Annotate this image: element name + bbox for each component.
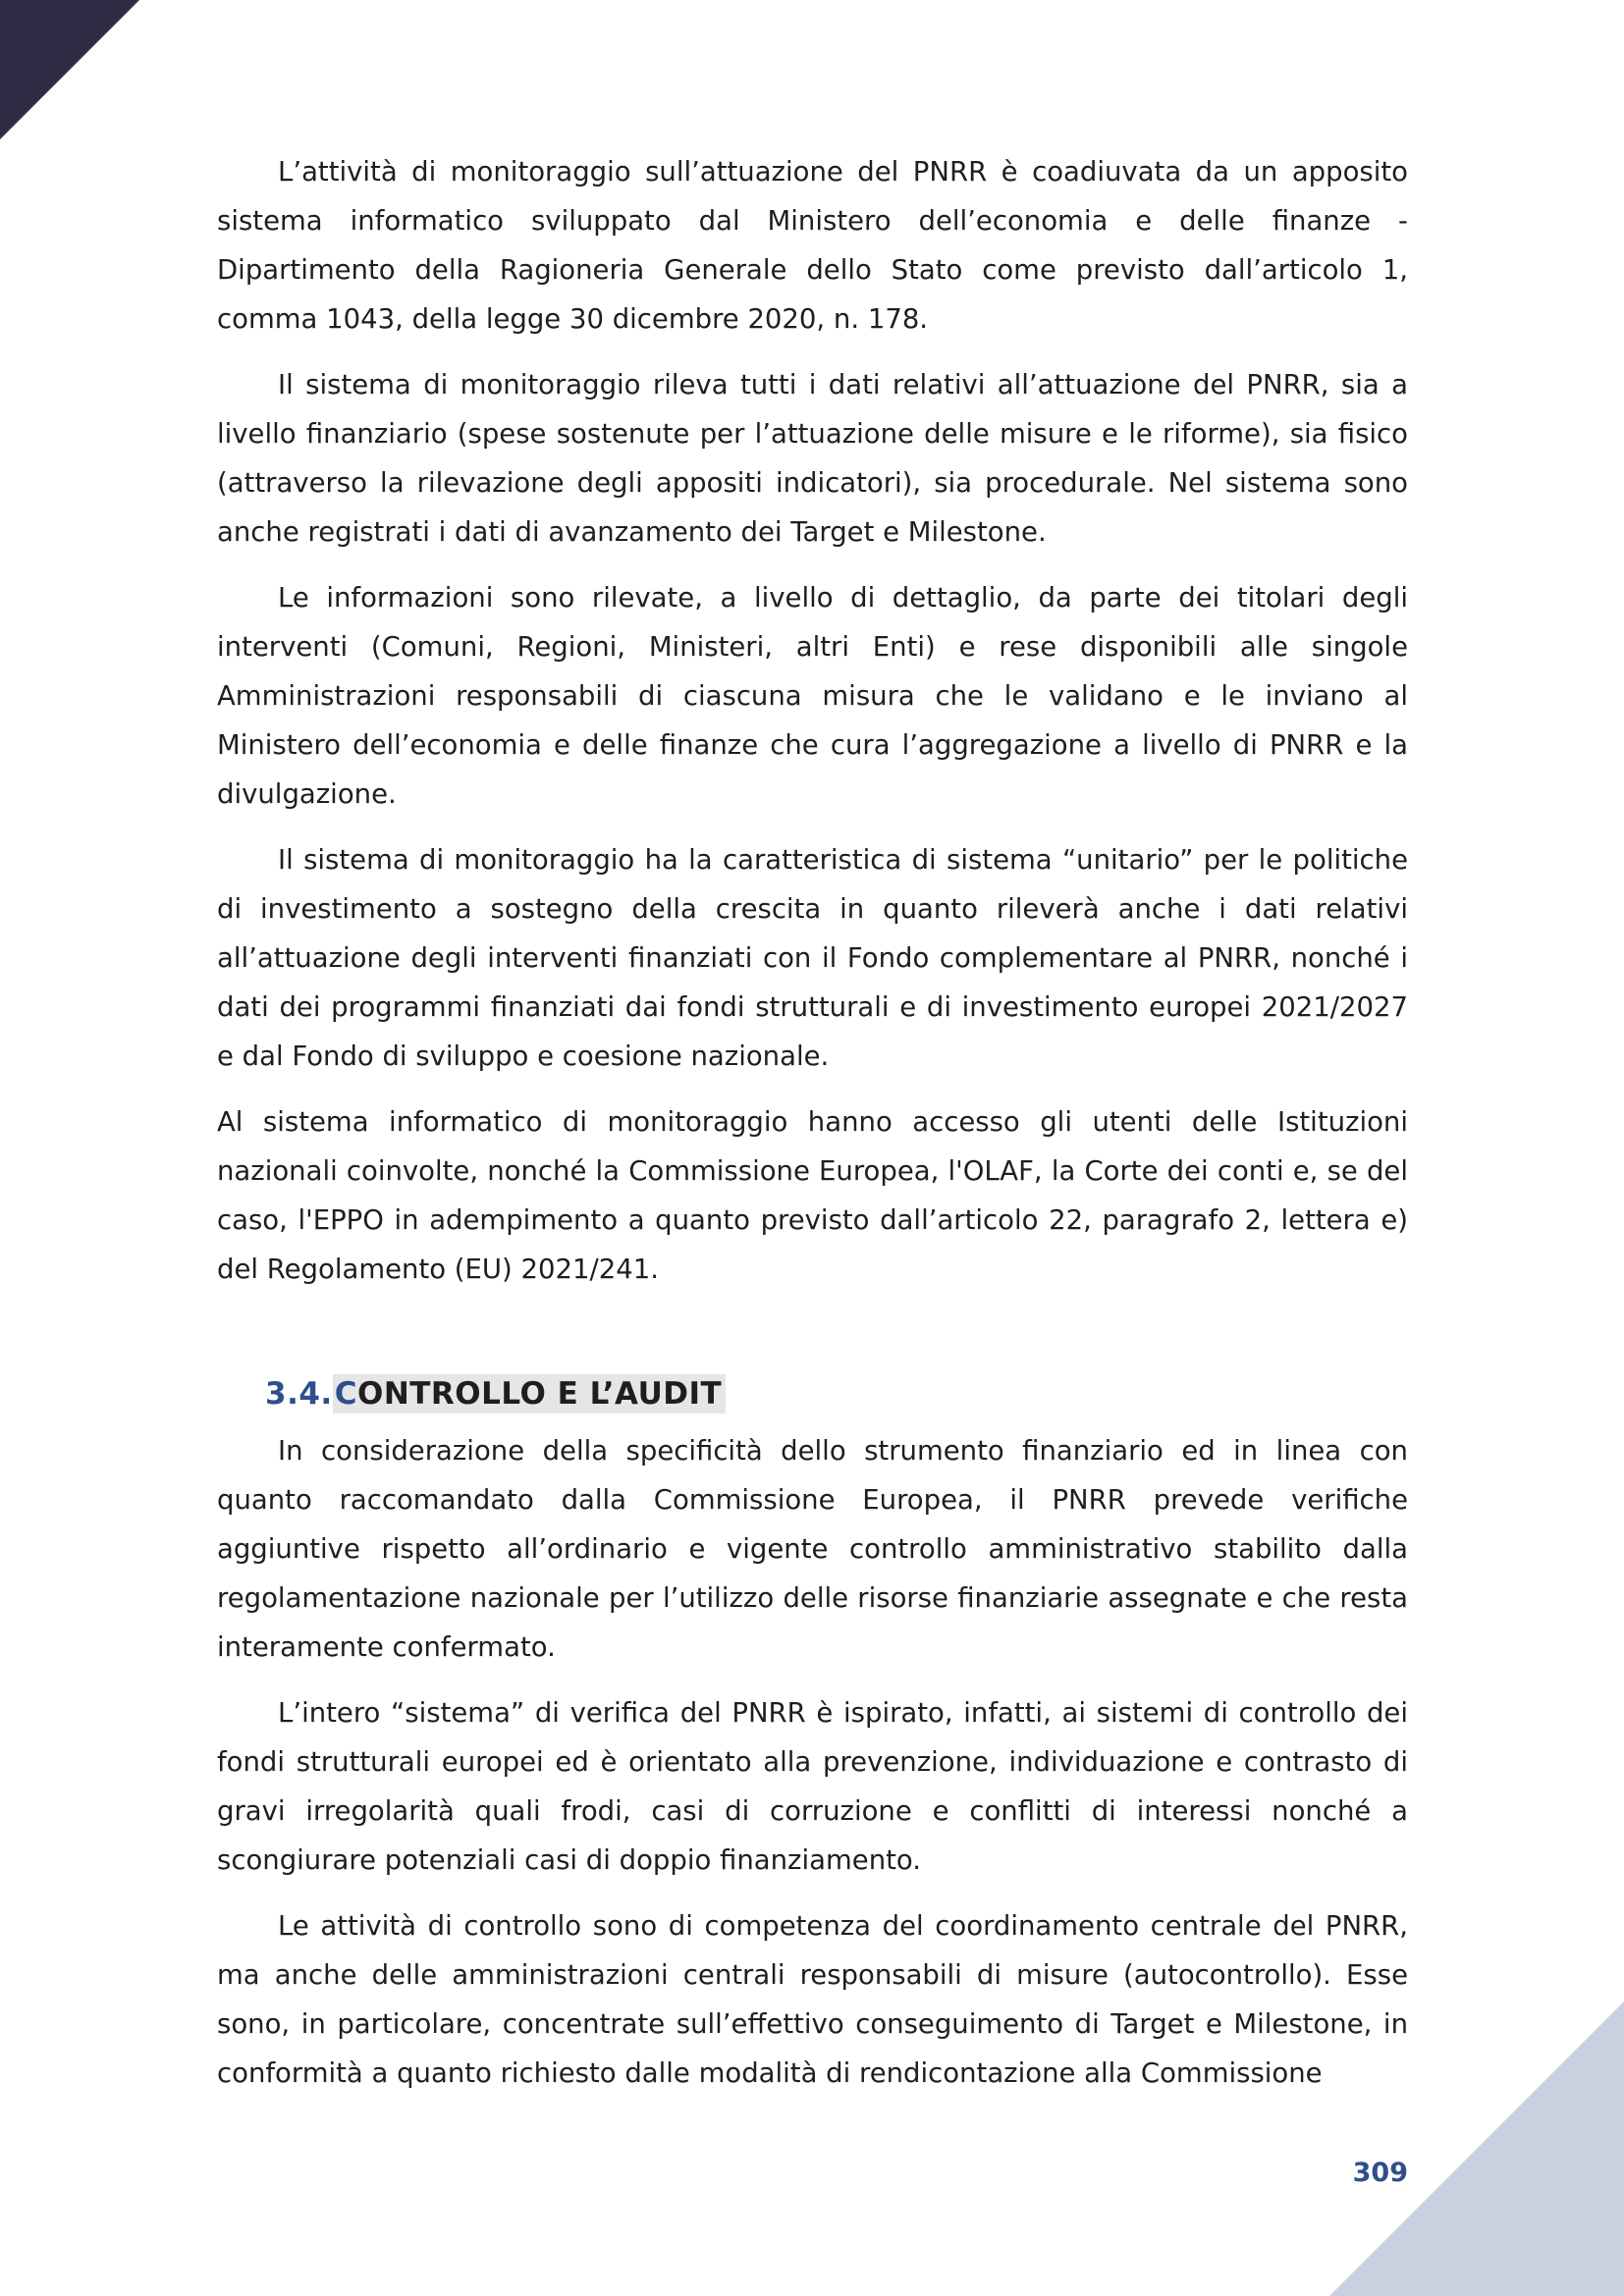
paragraph-information-collection: Le informazioni sono rilevate, a livello di dettaglio, da parte dei titolari degli interventi (Comuni, Regioni, Ministeri, altri Enti) e rese disponibili alle singole Amministrazioni responsabili di ciascuna misura che le validano e le inviano al Ministero dell’economia e delle finanze che cura l’aggregazione a livello di PNRR e la divulgazione. bbox=[217, 582, 1408, 810]
paragraph-system-access: Al sistema informatico di monitoraggio hanno accesso gli utenti delle Istituzioni nazionali coinvolte, nonché la Commissione Europea, l'OLAF, la Corte dei conti e, se del caso, l'EPPO in adempimento a quanto previsto dall’articolo 22, paragrafo 2, lettera e) del Regolamento (EU) 2021/241. bbox=[217, 1106, 1408, 1285]
paragraph-verification-system: L’intero “sistema” di verifica del PNRR è ispirato, infatti, ai sistemi di controllo dei fondi strutturali europei ed è orientato alla prevenzione, individuazione e contrasto di gravi irregolarità quali frodi, casi di corruzione e conflitti di interessi nonché a scongiurare potenziali casi di doppio finanziamento. bbox=[217, 1697, 1408, 1876]
section-title-rest: ONTROLLO E L’AUDIT bbox=[356, 1376, 723, 1412]
page-body bbox=[217, 147, 1408, 2114]
paragraph-monitoring-data: Il sistema di monitoraggio rileva tutti i dati relativi all’attuazione del PNRR, sia a livello finanziario (spese sostenute per l’attuazione delle misure e le riforme), sia fisico (attraverso la rilevazione degli appositi indicatori), sia procedurale. Nel sistema sono anche registrati i dati di avanzamento dei Target e Milestone. bbox=[217, 369, 1408, 548]
paragraph-control-activities: Le attività di controllo sono di competenza del coordinamento centrale del PNRR, ma anche delle amministrazioni centrali responsabili di misure (autocontrollo). Esse sono, in particolare, concentrate sull’effettivo conseguimento di Target e Milestone, in conformità a quanto richiesto dalle modalità di rendicontazione alla Commissione bbox=[217, 1910, 1408, 2089]
page-number: 309 bbox=[1352, 2158, 1408, 2188]
paragraph-unitary-system: Il sistema di monitoraggio ha la caratteristica di sistema “unitario” per le politiche di investimento a sostegno della crescita in quanto rileverà anche i dati relativi all’attuazione degli interventi finanziati con il Fondo complementare al PNRR, nonché i dati dei programmi finanziati dai fondi strutturali e di investimento europei 2021/2027 e dal Fondo di sviluppo e coesione nazionale. bbox=[217, 844, 1408, 1072]
corner-decoration-top-left bbox=[0, 0, 139, 139]
paragraph-additional-checks: In considerazione della specificità dello strumento finanziario ed in linea con quanto raccomandato dalla Commissione Europea, il PNRR prevede verifiche aggiuntive rispetto all’ordinario e vigente controllo amministrativo stabilito dalla regolamentazione nazionale per l’utilizzo delle risorse finanziarie assegnate e che resta interamente confermato. bbox=[217, 1435, 1408, 1663]
section-title bbox=[333, 1374, 726, 1414]
section-title-first-letter: C bbox=[334, 1376, 357, 1412]
paragraph-monitoring-system: L’attività di monitoraggio sull’attuazione del PNRR è coadiuvata da un apposito sistema informatico sviluppato dal Ministero dell’economia e delle finanze - Dipartimento della Ragioneria Generale dello Stato come previsto dall’articolo 1, comma 1043, della legge 30 dicembre 2020, n. 178. bbox=[217, 156, 1408, 335]
section-heading bbox=[265, 1369, 1408, 1418]
section-number: 3.4. bbox=[265, 1376, 333, 1412]
